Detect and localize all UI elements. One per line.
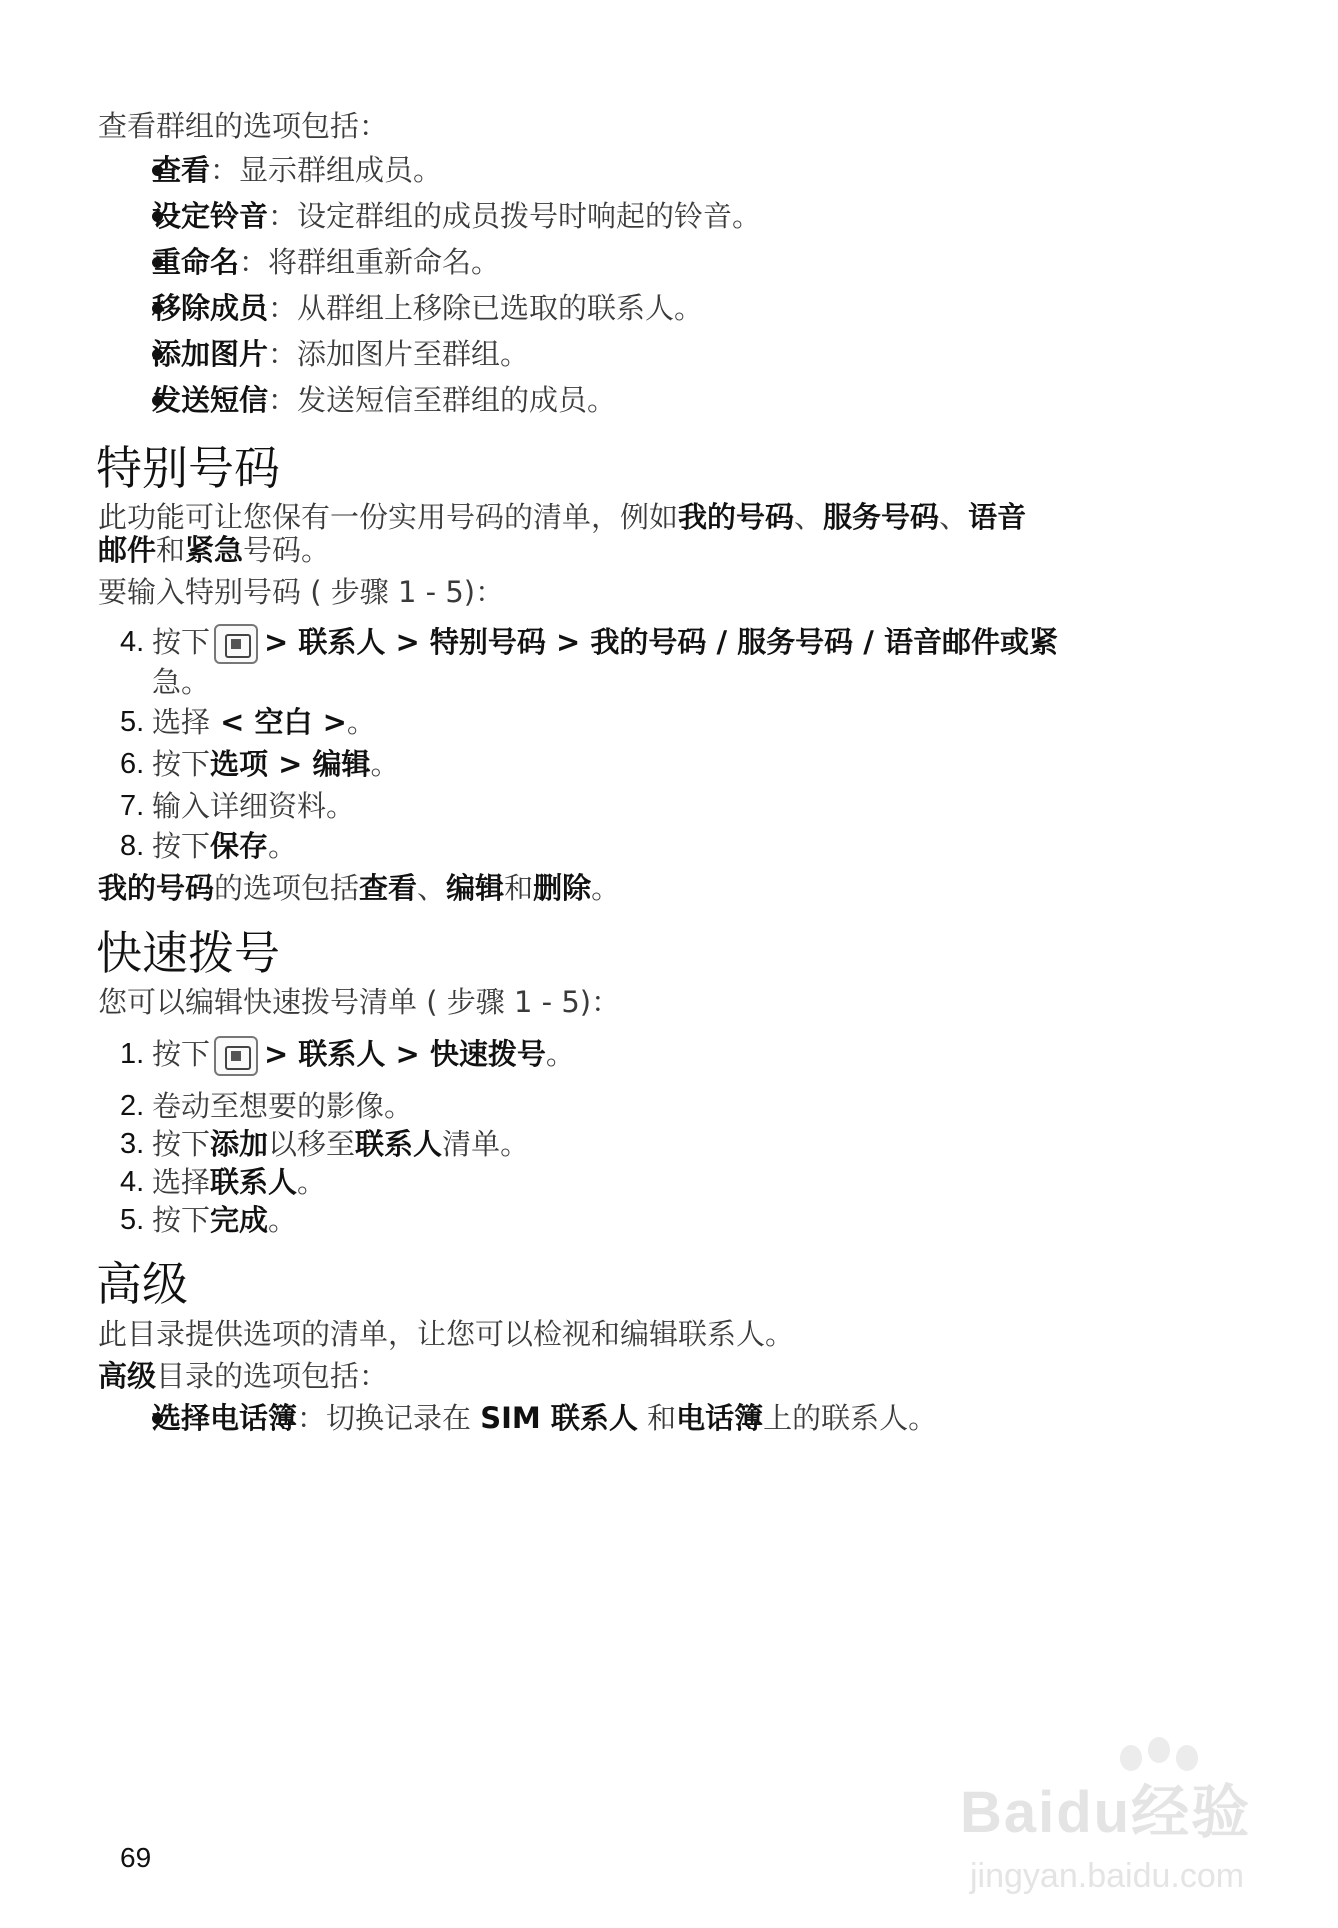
- step-number: 8.: [120, 830, 145, 862]
- step-item: 输入详细资料。: [152, 789, 356, 823]
- menu-path: > 联系人 > 特别号码 > 我的号码 / 服务号码 / 语音邮件或紧: [264, 625, 1058, 659]
- text: 选择: [152, 705, 211, 739]
- term: 服务号码: [823, 500, 940, 534]
- text: 按下: [152, 1203, 211, 1237]
- term: < 空白 >: [210, 705, 347, 739]
- list-item: [152, 150, 442, 190]
- section-heading-advanced: 高级: [96, 1257, 188, 1311]
- text: 的选项包括: [214, 871, 360, 905]
- term: 编辑: [446, 871, 505, 905]
- text: 、: [939, 500, 969, 534]
- option-desc: ：设定群组的成员拨号时响起的铃音。: [268, 199, 762, 233]
- step-number: 4.: [120, 626, 145, 658]
- term: SIM 联系人: [480, 1401, 638, 1435]
- special-desc-line2: [98, 530, 330, 570]
- step-number: 3.: [120, 1128, 145, 1160]
- step-item: [152, 1200, 297, 1240]
- option-term: 查看: [152, 153, 211, 187]
- section-heading-special-numbers: 特别号码: [96, 441, 280, 495]
- step-number: 4.: [120, 1166, 145, 1198]
- term: 保存: [210, 829, 269, 863]
- option-desc: ：显示群组成员。: [210, 153, 443, 187]
- step-number: 5.: [120, 1204, 145, 1236]
- option-term: 选择电话簿: [152, 1401, 298, 1435]
- term: 电话簿: [676, 1401, 764, 1435]
- text: 。: [297, 1165, 327, 1199]
- term: 添加: [210, 1127, 269, 1161]
- text: 按下: [152, 747, 211, 781]
- text: 此功能可让您保有一份实用号码的清单，例如: [98, 500, 679, 534]
- option-term: 移除成员: [152, 291, 269, 325]
- step-item: [152, 744, 400, 784]
- text: 和: [637, 1401, 677, 1435]
- option-desc: ：将群组重新命名。: [239, 245, 501, 279]
- text: 。: [268, 1203, 298, 1237]
- term: 紧急: [185, 533, 244, 567]
- list-item: [152, 1398, 937, 1438]
- text: 。: [591, 871, 621, 905]
- menu-key-icon: [214, 1036, 258, 1076]
- text: 、: [794, 500, 824, 534]
- text: 按下: [152, 625, 211, 659]
- text: 目录的选项包括：: [156, 1359, 389, 1393]
- step-item: [152, 1124, 529, 1164]
- text: 和: [504, 871, 534, 905]
- step-item: 卷动至想要的影像。: [152, 1089, 414, 1123]
- text: 。: [370, 747, 400, 781]
- menu-key-icon: [214, 624, 258, 664]
- text: 清单。: [442, 1127, 530, 1161]
- list-item: [152, 242, 500, 282]
- page-number: 69: [120, 1842, 152, 1873]
- step-number: 7.: [120, 790, 145, 822]
- term: 语音: [968, 500, 1027, 534]
- term: 高级: [98, 1359, 157, 1393]
- step-item: [152, 1162, 326, 1202]
- option-desc: ：添加图片至群组。: [268, 337, 530, 371]
- option-desc: ：发送短信至群组的成员。: [268, 383, 617, 417]
- text: 按下: [152, 1127, 211, 1161]
- paw-icon: [1148, 1737, 1170, 1763]
- term: 完成: [210, 1203, 269, 1237]
- term: 联系人: [210, 1165, 298, 1199]
- term: 查看: [359, 871, 418, 905]
- watermark-url: jingyan.baidu.com: [970, 1857, 1245, 1895]
- term: 联系人: [355, 1127, 443, 1161]
- text: 。: [545, 1037, 575, 1071]
- term: 选项 > 编辑: [210, 747, 371, 781]
- text: 上的联系人。: [763, 1401, 938, 1435]
- text: 按下: [152, 829, 211, 863]
- text: 以移至: [268, 1127, 356, 1161]
- text: 、: [417, 871, 447, 905]
- section-heading-speed-dial: 快速拨号: [96, 926, 280, 980]
- watermark-logo: Baidu经验: [960, 1780, 1252, 1845]
- list-item: [152, 196, 761, 236]
- step-item: [152, 826, 297, 866]
- special-steps-intro: 要输入特别号码 ( 步骤 1 - 5)：: [98, 575, 505, 609]
- option-desc: ：从群组上移除已选取的联系人。: [268, 291, 704, 325]
- text: ：切换记录在: [297, 1401, 481, 1435]
- advanced-options-intro: [98, 1356, 388, 1396]
- text: 选择: [152, 1165, 211, 1199]
- option-term: 发送短信: [152, 383, 269, 417]
- term: 邮件: [98, 533, 157, 567]
- menu-path: > 联系人 > 快速拨号: [264, 1037, 546, 1071]
- step-number: 1.: [120, 1038, 145, 1070]
- option-term: 设定铃音: [152, 199, 269, 233]
- text: 。: [346, 705, 376, 739]
- list-item: [152, 288, 703, 328]
- step-item: [152, 702, 376, 742]
- text: 和: [156, 533, 186, 567]
- list-item: [152, 334, 529, 374]
- step-item: [152, 622, 1058, 664]
- text: 按下: [152, 1037, 211, 1071]
- term: 我的号码: [678, 500, 795, 534]
- term: 我的号码: [98, 871, 215, 905]
- step-continuation: 急。: [152, 665, 211, 699]
- text: 号码。: [243, 533, 331, 567]
- my-number-options: [98, 868, 620, 908]
- group-options-intro: 查看群组的选项包括：: [98, 109, 389, 143]
- step-number: 2.: [120, 1090, 145, 1122]
- baidu-watermark: [960, 1745, 1300, 1915]
- step-item: [152, 1034, 575, 1076]
- advanced-desc: 此目录提供选项的清单，让您可以检视和编辑联系人。: [98, 1317, 795, 1351]
- text: 。: [268, 829, 298, 863]
- step-number: 5.: [120, 706, 145, 738]
- step-number: 6.: [120, 748, 145, 780]
- speed-dial-intro: 您可以编辑快速拨号清单 ( 步骤 1 - 5)：: [98, 985, 621, 1019]
- term: 删除: [533, 871, 592, 905]
- option-term: 添加图片: [152, 337, 269, 371]
- list-item: [152, 380, 616, 420]
- option-term: 重命名: [152, 245, 240, 279]
